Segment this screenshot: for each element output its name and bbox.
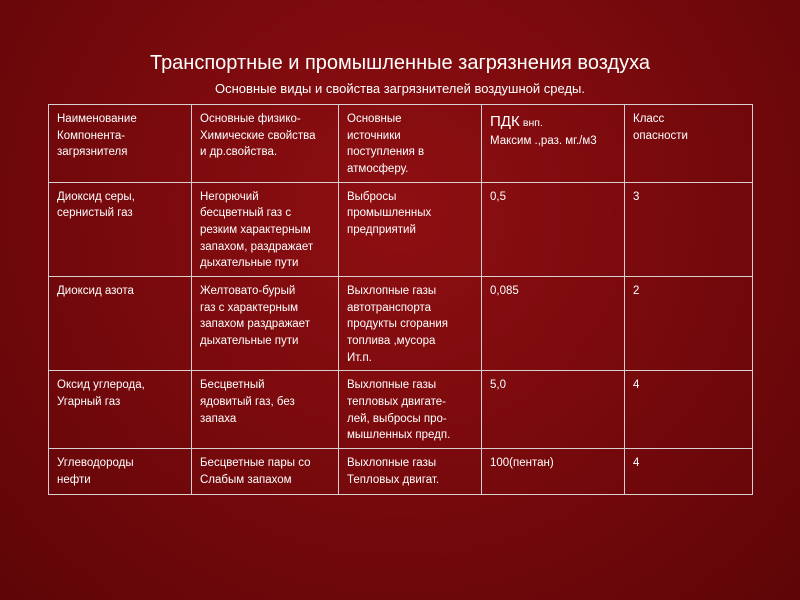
cell-sources: Выхлопные газы автотранспорта продукты сгорания топлива ,мусора Ит.п. <box>339 277 482 371</box>
cell-props: Желтовато-бурый газ с характерным запахом раздражает дыхательные пути <box>192 277 339 371</box>
header-pdk-sub: внп. <box>522 117 543 129</box>
cell-sources: Выбросы промышленных предприятий <box>339 182 482 276</box>
cell-sources: Выхлопные газы тепловых двигате- лей, выбросы про- мышленных предп. <box>339 371 482 449</box>
cell-name: Оксид углерода, Угарный газ <box>49 371 192 449</box>
header-pdk-main: ПДК <box>490 113 520 130</box>
cell-class: 4 <box>625 371 753 449</box>
cell-props: Бесцветные пары со Слабым запахом <box>192 449 339 495</box>
cell-name: Диоксид серы, сернистый газ <box>49 182 192 276</box>
header-pdk-unit: Максим .,раз. мг./м3 <box>490 134 597 147</box>
cell-name: Углеводороды нефти <box>49 449 192 495</box>
cell-sources: Выхлопные газы Тепловых двигат. <box>339 449 482 495</box>
table-row <box>49 371 753 449</box>
header-sources: Основные источники поступления в атмосферу. <box>339 105 482 183</box>
header-pdk <box>482 105 625 183</box>
cell-pdk: 5,0 <box>482 371 625 449</box>
header-class: Класс опасности <box>625 105 753 183</box>
cell-pdk: 0,5 <box>482 182 625 276</box>
cell-pdk: 0,085 <box>482 277 625 371</box>
cell-class: 3 <box>625 182 753 276</box>
header-name: Наименование Компонента- загрязнителя <box>49 105 192 183</box>
page-subtitle: Основные виды и свойства загрязнителей воздушной среды. <box>215 81 585 96</box>
page-title: Транспортные и промышленные загрязнения воздуха <box>149 52 651 74</box>
cell-class: 4 <box>625 449 753 495</box>
table-header-row <box>49 105 753 183</box>
table-row <box>49 449 753 495</box>
cell-props: Негорючий бесцветный газ с резким характерным запахом, раздражает дыхательные пути <box>192 182 339 276</box>
header-props: Основные физико- Химические свойства и др.свойства. <box>192 105 339 183</box>
cell-name: Диоксид азота <box>49 277 192 371</box>
pollutants-table <box>48 104 753 495</box>
cell-pdk: 100(пентан) <box>482 449 625 495</box>
cell-class: 2 <box>625 277 753 371</box>
table-row <box>49 277 753 371</box>
table-row <box>49 182 753 276</box>
cell-props: Бесцветный ядовитый газ, без запаха <box>192 371 339 449</box>
